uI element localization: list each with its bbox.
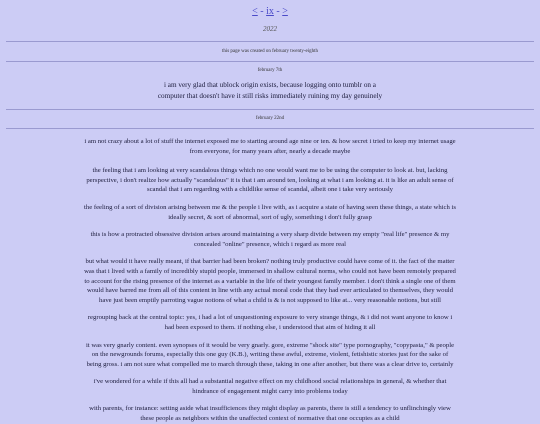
entry-paragraph: with parents, for instance: setting aside what insufficiences they might display as parents, there is still a tendency to unflinchingly view these people as neighbors within the unaffected context of normative that one occupies as a child [89, 405, 451, 423]
journal-entry [0, 115, 540, 424]
entry-paragraph: i am very glad that ublock origin exists, because logging onto tumblr on a computer that doesn't have it still risks immediately ruining my day genuinely [157, 81, 383, 100]
next-page-link[interactable]: > [282, 6, 288, 17]
nav-separator: - [260, 6, 264, 17]
entry-date: february 7th [257, 68, 283, 73]
entry-paragraph: regrouping back at the central topic: yes, i had a lot of unquestioning exposure to very strange things, & i did not want anyone to know i had been exposed to them. if nothing else, i understood that aim of hiding it all [87, 314, 453, 331]
index-link[interactable]: ix [266, 6, 274, 17]
prev-page-link[interactable]: < [252, 6, 258, 17]
entry-paragraph: i've wondered for a while if this all had a substantial negative effect on my childhood social relationships in general, & whether that hindrance of engagement might carry into problems today [93, 378, 447, 395]
entry-date: february 22nd [255, 116, 285, 121]
entry-paragraph: it was very gnarly content. even synopses of it would be very gnarly. gore, extreme "shock site" type pornography, "copypasta," & people on the newgrounds forums, especially this one guy (K.B.), writing these awful, extreme, violent, fetishistic stories just for the sake of being gross. i am not sure what compelled me to march through these, taking in one after another, but there was a clear drive to, certainly [85, 341, 455, 368]
entry-paragraph: i am not crazy about a lot of stuff the internet exposed me to starting around age nine or ten. & how secret i tried to keep my internet usage from everyone, for many years after, nearly a decade maybe [84, 138, 456, 155]
journal-entry [0, 67, 540, 101]
entry-paragraph: the feeling of a sort of division arising between me & the people i live with, as i acquire a state of having seen these things, a state which is ideally secret, & sort of abnormal, sort of ugly, something i don't fully grasp [84, 203, 456, 221]
divider [6, 109, 534, 110]
entry-paragraph: this is how a protracted obsessive division arises around maintaining a very sharp divide between my empty "real life" presence & my concealed "online" presence, which i regard as more real [90, 231, 450, 248]
entry-paragraph: but what would it have really meant, if that barrier had been broken? nothing truly productive could have come of it. the fact of the matter was that i lived with a family of incredibly stupid people, immersed in shallow cultural norms, who could not have been remotely prepared to account for the rising presence of the internet as a variable in the life of their youngest family member. i don't think a single one of them would have barred me from all of this content in line with any actual moral code that they had ever articulated to themselves, they would have just been emptily parroting vague notions of what a child is & is not supposed to like at... very reasonable notions, but still [84, 258, 456, 304]
divider [6, 61, 534, 62]
page-year: 2022 [263, 25, 277, 33]
divider [6, 41, 534, 42]
page-navigation [0, 0, 540, 18]
page-created-note: this page was created on february twenty-eighth [221, 49, 319, 54]
nav-separator: - [276, 6, 280, 17]
entry-paragraph: the feeling that i am looking at very scandalous things which no one would want me to be using the computer to look at. but, lacking perspective, i don't realize how actually "scandalous" it is that i am around ten, looking at what i am looking at. it is like an adult sense of scandal that i am regarding with a childlike sense of scandal, albeit one i take very seriously [86, 167, 454, 194]
